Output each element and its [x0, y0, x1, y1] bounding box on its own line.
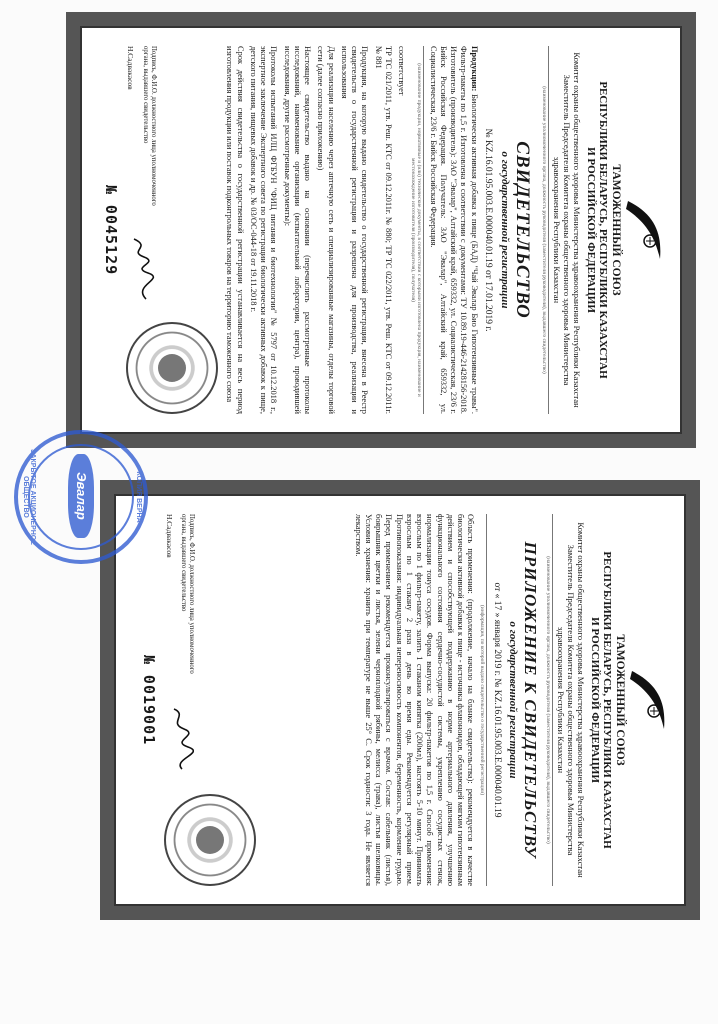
union-title: ТАМОЖЕННЫЙ СОЮЗ	[614, 634, 626, 766]
signer-name: Н.Садвакасов	[164, 514, 174, 558]
registration-number-line: № KZ.16.01.95.003.E.000040.01.19 от 17.01.2019 г.	[483, 128, 494, 332]
committee-line-3: здравоохранения Республики Казахстан	[552, 156, 563, 304]
republics-line-1: РЕСПУБЛИКИ БЕЛАРУСЬ, РЕСПУБЛИКИ КАЗАХСТАН	[597, 81, 610, 379]
protocols-text: Протоколы испытаний ИЛЦ ФГБУН "ФИЦ питания и биотехнологии" № 5797 от 10.12.2018 г., экспертное заключение Экспертного совета по регистрации биологически активных добавок к пище, детского питания, пищевых добавок и др. № 03/ОС-044-18 от 19.11.2018 г.	[248, 46, 279, 414]
basis-text: Настоящее свидетельство выдано на основании (перечислить рассмотренные протоколы исследований, наименование организации (испытательной лаборатории, центра), проводившей исследования, другие рассмотренные документы):	[282, 46, 313, 414]
signer-caption: Подпись, Ф.И.О. должностного лица уполномоченного органа, выдавшего свидетельство	[141, 46, 157, 206]
product-text: Биологически активная добавка к пище (БАД) "Чай Эвалар Био Гипотензивные травы". Фильтр-пакеты по 1,5 г. Изготовлена в соответствии с документами: ТУ 10.89.19-446-21428156-2018. Изготовитель (производитель): ЗАО "Эвалар", Алтайский край, 659332, ул. Социалистическая, 23/6 г. Бийск Российская Федерация. Получатель: ЗАО "Эвалар", Алтайский край, 659332, ул. Социалистическая, 23/6 г. Бийск Российская Федерация.	[428, 46, 479, 415]
document-subtitle: о государственной регистрации	[507, 621, 520, 779]
signer-caption: Подпись, Ф.И.О. должностного лица уполномоченного органа, выдавшего свидетельство	[180, 514, 196, 674]
signature-row	[126, 46, 218, 414]
company-stamp-icon: КОПИЯ ВЕРНА Эвалар ЗАКРЫТОЕ АКЦИОНЕРНОЕ ОБЩЕСТВО	[14, 430, 148, 564]
appendix-note: (информация, по которой выдано свидетельство о государственной регистрации)	[478, 514, 487, 886]
validity-text: Срок действия свидетельства о государственной регистрации устанавливается на весь период изготовления продукции или поставок подконтрольных товаров на территорию таможенного союза	[225, 46, 245, 414]
committee-line-1: Комитет охраны общественного здоровья Министерства здравоохранения Республики Казахстан	[572, 52, 583, 408]
official-seal-icon	[164, 794, 256, 886]
committee-line-3: здравоохранения Республики Казахстан	[556, 626, 567, 774]
union-logo-icon	[628, 514, 670, 886]
committee-line-2: Заместитель Председателя Комитета охраны общественного здоровья Министерства	[562, 74, 573, 386]
stamp-center-text: Эвалар	[68, 454, 94, 538]
appendix-date-line: от « 17 » января 2019 г. № KZ.16.01.95.003.E.000040.01.19	[491, 582, 502, 818]
republics-line-2: И РОССИЙСКОЙ ФЕДЕРАЦИИ	[589, 617, 602, 783]
document-title: СВИДЕТЕЛЬСТВО	[511, 141, 533, 319]
signer-name: Н.Садвакасов	[126, 46, 136, 90]
certificate-appendix	[100, 480, 700, 920]
product-note: (наименование продукции, нормативные и (или) технические документы, в соответствии с которыми изготовлена продукция, наименование и местонахождение изготовителя (производителя), получателя)	[409, 46, 424, 414]
scope-text: Область применения: (продолжение, начало на бланке свидетельства): рекомендуется в качестве биологически активной добавки к пище - источника флавоноидов, обладающей мягким гипотензивным действием и способствующей поддержанию в норме артериального давления, улучшению функционального состояния сердечно-сосудистой системы, укреплению сосудистых стенок, нормализации тонуса сосудов. Форма выпуска: 20 фильтр-пакетов по 1,5 г. Способ применения: взрослым по 1 фильтр-пакету, залить 1 стаканом кипятка (200мл), настоять 5-10 минут. Принимать взрослым по 1 стакану 2 раза в день во время еды. Рекомендуется регулярный прием. Противопоказания: индивидуальная непереносимость компонентов, беременность, кормление грудью. Перед применением рекомендуется проконсультироваться с врачом. Состав: сабельник (листья), боярышник цветки и листья, зелени черноплодной рябины, мелисса (трава), листья шелковицы. Условия хранения: хранить при температуре не выше 25° С. Срок годности: 3 года. Не является лекарством.	[353, 514, 476, 886]
union-title: ТАМОЖЕННЫЙ СОЮЗ	[610, 164, 622, 296]
certificate-registration	[66, 12, 696, 448]
serial-number: № 0019001	[140, 654, 159, 746]
conformity-text: ТР ТС 021/2011, утв. Реш. КТС от 09.12.2011г. № 880; ТР ТС 022/2011, утв. Реш. КТС от 09.12.2011г. № 881	[373, 46, 393, 414]
union-logo-icon	[624, 46, 666, 414]
signature-icon	[126, 237, 156, 301]
registration-date: 17.01.2019 г.	[483, 281, 494, 332]
republics-line-2: И РОССИЙСКОЙ ФЕДЕРАЦИИ	[585, 147, 598, 313]
republics-line-1: РЕСПУБЛИКИ БЕЛАРУСЬ, РЕСПУБЛИКИ КАЗАХСТАН	[601, 551, 614, 849]
signature-icon	[164, 707, 194, 771]
committee-note: (наименование уполномоченного органа, должность руководителя (заместителя руководителя), выдавшего свидетельство)	[540, 46, 549, 414]
committee-line-2: Заместитель Председателя Комитета охраны общественного здоровья Министерства	[566, 544, 577, 856]
conformity-label: соответствует	[397, 46, 407, 96]
registration-number: KZ.16.01.95.003.E.000040.01.19	[483, 139, 494, 268]
register-text: Продукция, на которую выдано свидетельство о государственной регистрации, внесена в Реестр свидетельств о государственной регистрации и разрешена для производства, реализации и использования	[339, 46, 370, 414]
signature-row	[164, 514, 256, 886]
product-block: Продукция: Биологически активная добавка к пище (БАД) "Чай Эвалар Био Гипотензивные травы". Фильтр-пакеты по 1,5 г. Изготовлена в соответствии с документами: ТУ 10.89.19-446-21428156-2018. Изготовитель (производитель): ЗАО "Эвалар", Алтайский край, 659332, ул. Социалистическая, 23/6 г. Бийск Российская Федерация. Получатель: ЗАО "Эвалар", Алтайский край, 659332, ул. Социалистическая, 23/6 г. Бийск Российская Федерация.	[428, 46, 479, 415]
sale-text: Для реализации населению через аптечную сеть и специализированные магазины, отделы торговой сети (далее согласно приложению)	[316, 46, 336, 414]
document-title: ПРИЛОЖЕНИЕ К СВИДЕТЕЛЬСТВУ	[520, 541, 540, 859]
committee-note: (наименование уполномоченного органа, должность руководителя (заместителя руководителя), выдавшего свидетельство)	[544, 514, 553, 886]
serial-number: № 0045129	[102, 184, 121, 276]
official-seal-icon	[126, 322, 218, 414]
committee-line-1: Комитет охраны общественного здоровья Министерства здравоохранения Республики Казахстан	[576, 522, 587, 878]
document-subtitle: о государственной регистрации	[498, 151, 511, 309]
